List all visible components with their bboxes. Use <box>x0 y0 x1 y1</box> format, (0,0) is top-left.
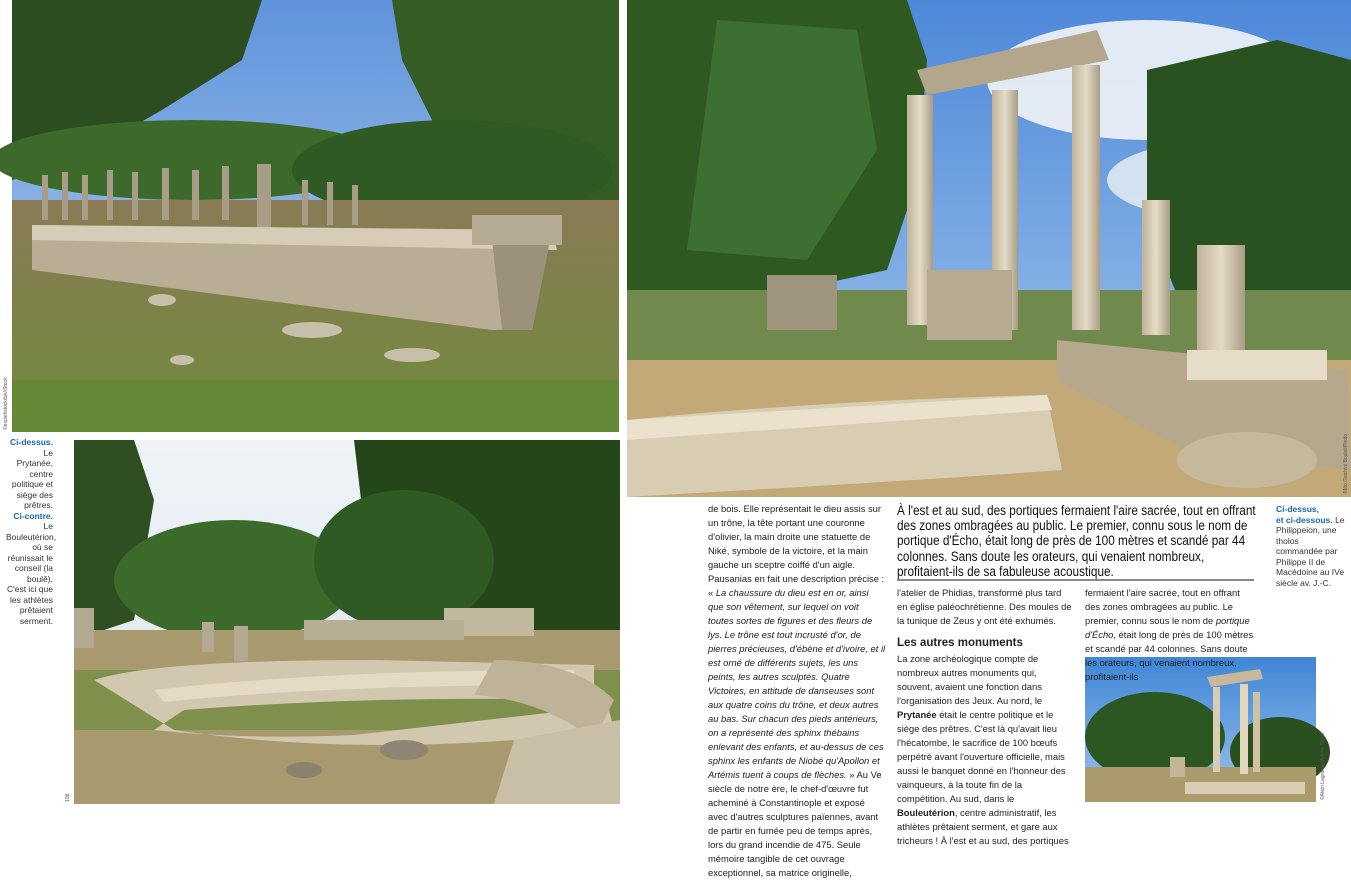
caption-heading-above-right: Ci-dessus, <box>1276 504 1319 514</box>
column2-paragraph-2: La zone archéologique compte de nombreux autres monuments qui, souvent, avaient une fonction dans l'organisation des Jeux. Au nord, le Prytanée était le centre politique et le siège des prêtres. C'est là qu'avait lieu l'hécatombe, le sacrifice de 100 bœufs perpétré avant l'ouverture officielle, mais aussi le banquet donné en l'honneur des vainqueurs, à la toute fin de la compétition. Au sud, dans le Bouleutérion, centre administratif, les athlètes prêtaient serment, et gare aux tricheurs ! À l'est et au sud, des portiques <box>897 653 1069 846</box>
caption-heading-opposite: Ci-contre. <box>13 510 53 521</box>
photo-credit-top-left: ©espiefistockdsk/iStock <box>3 377 9 430</box>
column3-paragraph: fermaient l'aire sacrée, tout en offrant des zones ombragées au public. Le premier, connu sous le nom de portique d'Écho, était long de près de 100 mètres et scandé par 44 colonnes. Sans doute les orateurs, qui venaient nombreux, profitaient-ils <box>1085 587 1254 682</box>
column1-paragraph: de bois. Elle représentait le dieu assis sur un trône, la tête portant une couronne d'olivier, la main droite une statuette de Niké, symbole de la victoire, et la main gauche un sceptre coiffé d'un aigle. Pausanias en fait une description précise : « La chaussure du dieu est en or, ainsi que son vêtement, sur lequel on voit toutes sortes de figures et des fleurs de lys. Le trône est tout incrusté d'or, de pierres précieuses, d'ébène et d'ivoire, et il est orné de différents sujets, les uns peints, les autres sculptés. Quatre Victoires, en attitude de danseuses sont aux quatre coins du trône, et deux autres au bas. Sur chacun des pieds antérieurs, on a représenté des sphinx thébains enlevant des enfants, et au-dessus de ces sphinx les enfants de Niobé qu'Apollon et Artémis tuent à coups de flèches. » Au Ve siècle de notre ère, le chef-d'œuvre fut acheminé à Constantinople et exposé avec d'autres sculptures païennes, avant de partir en fumée peu de temps après, lors du grand incendie de 475. Seule mémoire tangible de cet ouvrage exceptionnel, sa matrice originelle, <box>708 503 886 878</box>
caption-text-philippeion: Le Philippeion, une tholos commandée par Philippe II de Macédoine au IVe siècle av. J.-C. <box>1276 514 1345 588</box>
caption-left <box>6 437 57 626</box>
photo-credit-top-right: ©Mo.Giachini Boulet/Photo <box>1343 433 1349 494</box>
caption-heading-above: Ci-dessus. <box>10 437 53 447</box>
caption-heading-below-right: et ci-dessous. <box>1276 514 1333 525</box>
page-folio: 108 <box>65 793 71 802</box>
text-column-3 <box>1085 586 1255 682</box>
text-column-2 <box>897 586 1073 846</box>
column2-paragraph-1: l'atelier de Phidias, transformé plus tard en église paléochrétienne. Des moules de la tunique de Zeus y ont été exhumés. <box>897 587 1072 626</box>
text-column-1 <box>708 502 886 878</box>
photo-philippeion-large <box>627 0 1351 497</box>
subhead-other-monuments: Les autres monuments <box>897 637 1023 649</box>
caption-text-prytanee: Le Prytanée, centre politique et siège des prêtres. <box>11 447 53 510</box>
caption-right <box>1276 504 1346 588</box>
caption-text-bouleuterion: Le Bouleutérion, où se réunissait le conseil (la boulê). C'est ici que les athlètes prêtaient serment. <box>6 521 57 626</box>
photo-bouleuterion <box>74 440 620 804</box>
photo-prytanee <box>12 0 619 432</box>
lead-paragraph: À l'est et au sud, des portiques fermaient l'aire sacrée, tout en offrant des zones ombragées au public. Le premier, connu sous le nom de portique d'Écho, était long de près de 100 mètres et scandé par 44 colonnes. Sans doute les orateurs, qui venaient nombreux, profitaient-ils de sa fabuleuse acoustique. <box>897 503 1256 579</box>
lead-divider <box>897 579 1254 581</box>
photo-credit-bottom-right: ©Alain Lagrange/Adobe Stock <box>1320 732 1326 800</box>
